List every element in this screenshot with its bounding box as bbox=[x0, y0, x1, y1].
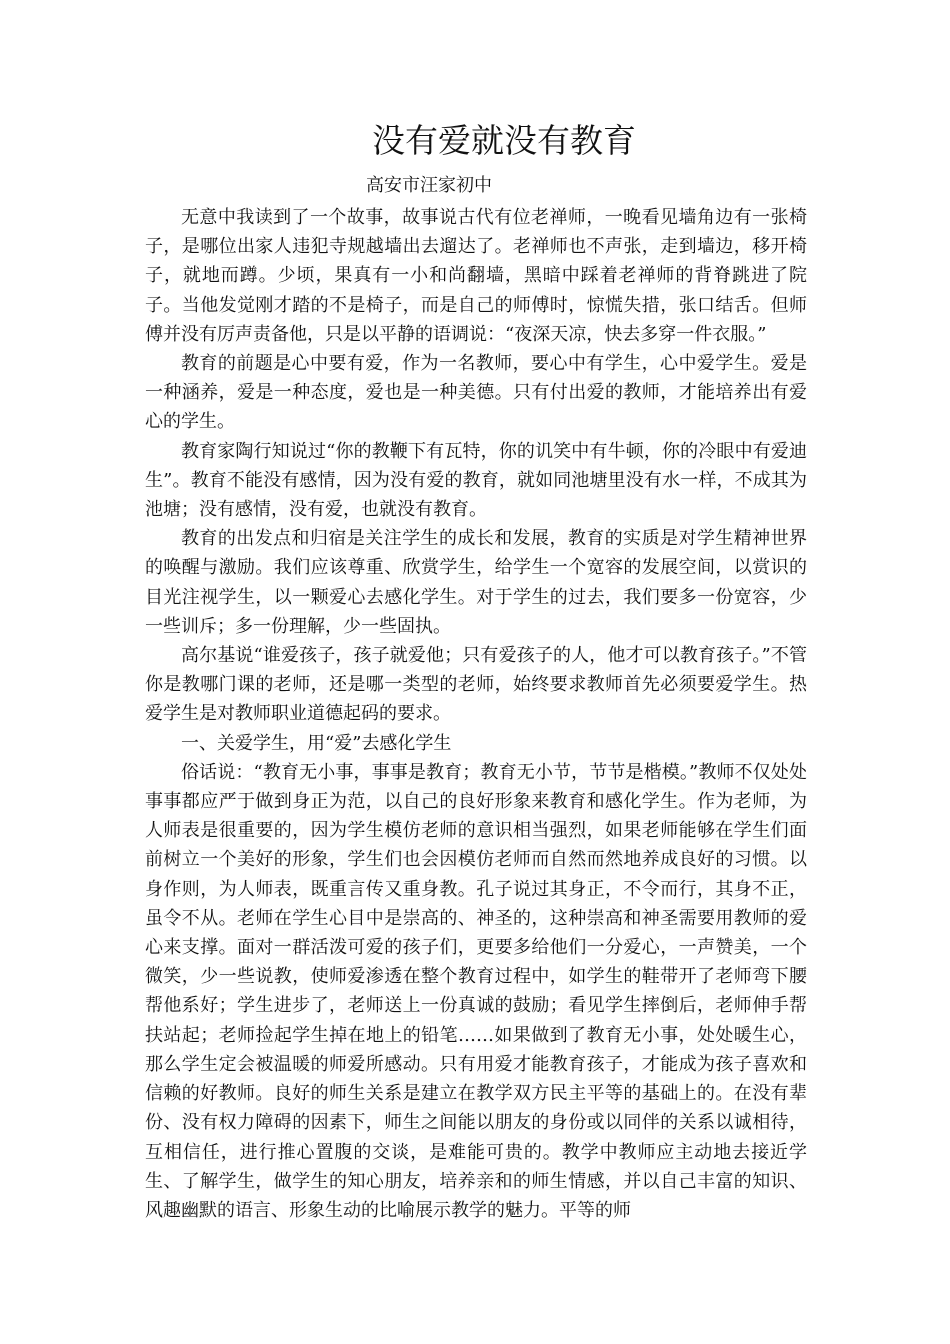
paragraph-role-model: 俗话说：“教育无小事，事事是教育；教育无小节，节节是楷模。”教师不仅处处事事都应严于做到身正为范，以自己的良好形象来教育和感化学生。作为老师，为人师表是很重要的，因为学生模仿老师的意识相当强烈，如果老师能够在学生们面前树立一个美好的形象，学生们也会因模仿老师而自然而然地养成良好的习惯。以身作则，为人师表，既重言传又重身教。孔子说过其身正，不令而行，其身不正，虽令不从。老师在学生心目中是崇高的、神圣的，这种崇高和神圣需要用教师的爱心来支撑。面对一群活泼可爱的孩子们，更要多给他们一分爱心，一声赞美，一个微笑，少一些说教，使师爱渗透在整个教育过程中，如学生的鞋带开了老师弯下腰帮他系好；学生进步了，老师送上一份真诚的鼓励；看见学生摔倒后，老师伸手帮扶站起；老师捡起学生掉在地上的铅笔……如果做到了教育无小事，处处暖生心，那么学生定会被温暖的师爱所感动。只有用爱才能教育孩子，才能成为孩子喜欢和信赖的好教师。良好的师生关系是建立在教学双方民主平等的基础上的。在没有辈份、没有权力障碍的因素下，师生之间能以朋友的身份或以同伴的关系以诚相待，互相信任，进行推心置腹的交谈，是难能可贵的。教学中教师应主动地去接近学生、了解学生，做学生的知心朋友，培养亲和的师生情感，并以自己丰富的知识、风趣幽默的语言、形象生动的比喻展示教学的魅力。平等的师 bbox=[145, 761, 807, 1221]
paragraph-education-purpose: 教育的出发点和归宿是关注学生的成长和发展，教育的实质是对学生精神世界的唤醒与激励。我们应该尊重、欣赏学生，给学生一个宽容的发展空间，以赏识的目光注视学生，以一颗爱心去感化学生。对于学生的过去，我们要多一份宽容，少一些训斥；多一份理解，少一些固执。 bbox=[145, 528, 807, 637]
paragraph-gorky-quote: 高尔基说“谁爱孩子，孩子就爱他；只有爱孩子的人，他才可以教育孩子。”不管你是教哪门课的老师，还是哪一类型的老师，始终要求教师首先必须要爱学生。热爱学生是对教师职业道德起码的要求。 bbox=[145, 645, 807, 725]
section-heading: 一、关爱学生，用“爱”去感化学生 bbox=[181, 732, 452, 754]
document-body bbox=[145, 203, 807, 1225]
document-title: 没有爱就没有教育 bbox=[372, 121, 636, 160]
document-author: 高安市汪家初中 bbox=[366, 175, 492, 196]
paragraph-tao-xingzhi-quote: 教育家陶行知说过“你的教鞭下有瓦特，你的讥笑中有牛顿，你的冷眼中有爱迪生”。教育不能没有感情，因为没有爱的教育，就如同池塘里没有水一样，不成其为池塘；没有感情，没有爱，也就没有教育。 bbox=[145, 440, 807, 521]
paragraph-premise: 教育的前题是心中要有爱，作为一名教师，要心中有学生，心中爱学生。爱是一种涵养，爱是一种态度，爱也是一种美德。只有付出爱的教师，才能培养出有爱心的学生。 bbox=[145, 353, 807, 433]
paragraph-story: 无意中我读到了一个故事，故事说古代有位老禅师，一晚看见墙角边有一张椅子，是哪位出家人违犯寺规越墙出去遛达了。老禅师也不声张，走到墙边，移开椅子，就地而蹲。少顷，果真有一小和尚翻墙，黑暗中踩着老禅师的背脊跳进了院子。当他发觉刚才踏的不是椅子，而是自己的师傅时，惊慌失措，张口结舌。但师傅并没有厉声责备他，只是以平静的语调说：“夜深天凉，快去多穿一件衣服。” bbox=[145, 207, 807, 345]
